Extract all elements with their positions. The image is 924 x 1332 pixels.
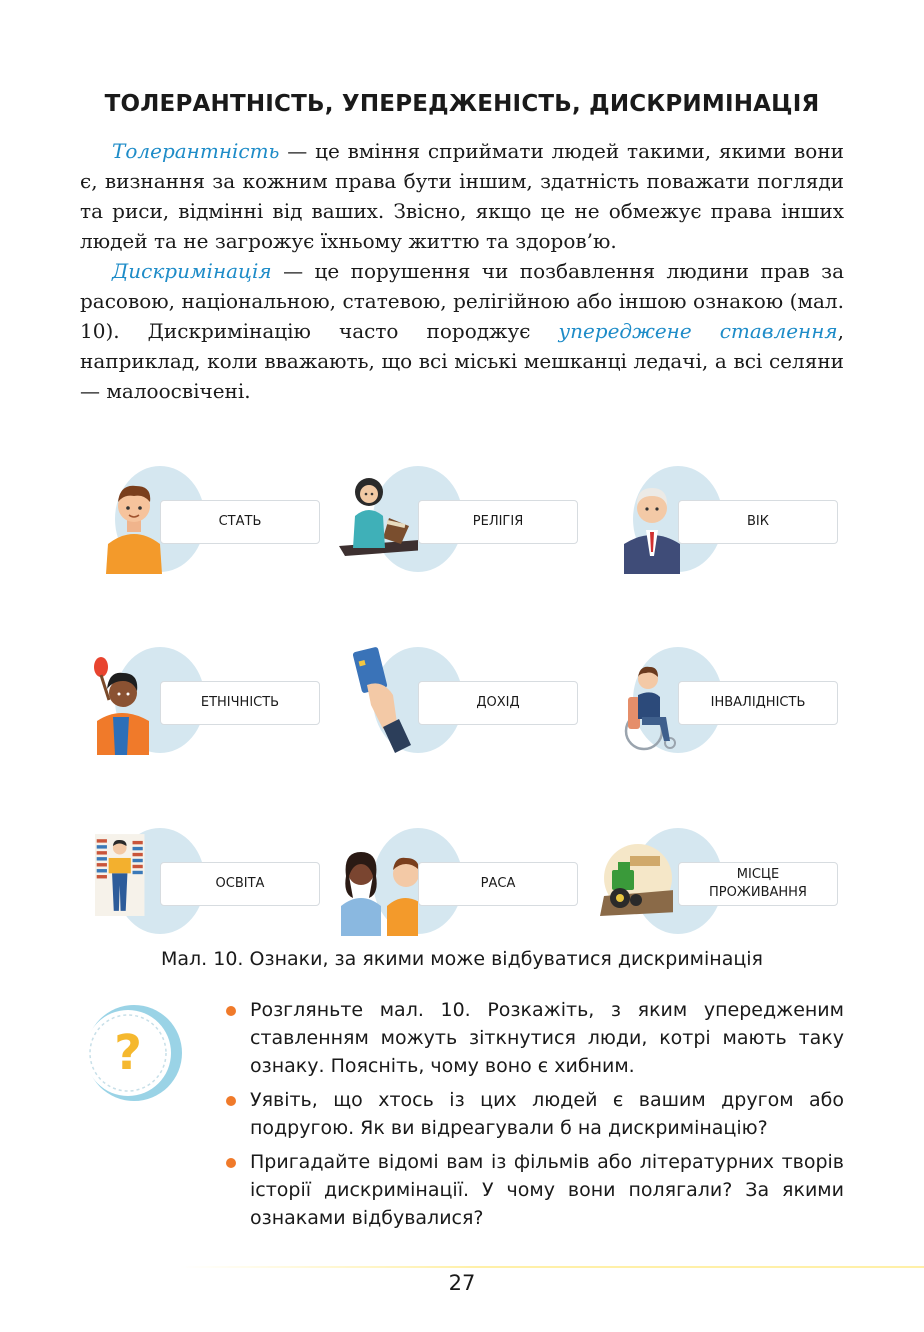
term-prejudice: упереджене ставлення (558, 319, 838, 343)
farm-tractor-icon (583, 826, 673, 936)
boy-icon (100, 464, 168, 574)
label-education: ОСВІТА (160, 862, 320, 906)
label-ethnicity: ЕТНІЧНІСТЬ (160, 681, 320, 725)
label-income: ДОХІД (418, 681, 578, 725)
figure-item-disability (613, 645, 863, 755)
label-age: ВІК (678, 500, 838, 544)
page-title: ТОЛЕРАНТНІСТЬ, УПЕРЕДЖЕНІСТЬ, ДИСКРИМІНАЦІЯ (104, 91, 820, 118)
footer-divider (180, 1266, 924, 1268)
hand-with-card-icon (353, 645, 421, 755)
question-list (224, 996, 844, 1238)
bullet-icon (226, 1096, 236, 1106)
question-mark-icon (82, 1003, 182, 1103)
figure-item-ethnicity (95, 645, 345, 755)
figure-item-religion (353, 464, 603, 574)
figure-item-race (353, 826, 603, 936)
bullet-icon (226, 1158, 236, 1168)
question-item: Пригадайте відомі вам із фільмів або літературних творів історії дискримінації. У чому вони полягали? За якими ознаками відбувалися? (224, 1148, 844, 1232)
figure-item-residence (613, 826, 863, 936)
paragraph-discrimination: Дискримінація — це порушення чи позбавлення людини прав за расовою, національною, статевою, релігійною або іншою ознакою (мал. 10). Дискримінацію часто породжує упереджене ставлення, наприклад, коли вважають, що всі міські мешканці ледачі, а всі селяни — малоосвічені. (80, 259, 844, 403)
figure-item-education (95, 826, 345, 936)
label-disability: ІНВАЛІДНІСТЬ (678, 681, 838, 725)
bullet-icon (226, 1006, 236, 1016)
discrimination-grounds-figure (95, 460, 855, 930)
figure-item-income (353, 645, 603, 755)
figure-item-gender (95, 464, 345, 574)
term-discrimination: Дискримінація (112, 259, 272, 283)
elderly-man-icon (618, 464, 686, 574)
page-number: 27 (448, 1271, 476, 1295)
body-text (80, 136, 844, 406)
label-residence: МІСЦЕ ПРОЖИВАННЯ (678, 862, 838, 906)
two-children-icon (328, 826, 418, 936)
label-gender: СТАТЬ (160, 500, 320, 544)
boy-reading-books-icon (95, 826, 153, 936)
figure-caption: Мал. 10. Ознаки, за якими може відбуватися дискримінація (161, 948, 763, 970)
paragraph-tolerance: Толерантність — це вміння сприймати людей такими, якими вони є, визнання за кожним права бути іншим, здатність поважати погляди та риси, відмінні від ваших. Звісно, якщо це не обмежує права інших людей та не загрожує їхньому життю та здоров’ю. (80, 139, 844, 253)
label-race: РАСА (418, 862, 578, 906)
question-item: Розгляньте мал. 10. Розкажіть, з яким упередженим ставленням можуть зіткнутися люди, котрі мають таку ознаку. Поясніть, чому воно є хибним. (224, 996, 844, 1080)
term-tolerance: Толерантність (112, 139, 280, 163)
svg-text:?: ? (114, 1025, 142, 1081)
question-item: Уявіть, що хтось із цих людей є вашим другом або подругою. Як ви відреагували б на дискримінацію? (224, 1086, 844, 1142)
muslim-girl-praying-icon (328, 464, 418, 574)
child-with-maracas-icon (87, 645, 155, 755)
wheelchair-user-icon (618, 645, 686, 755)
label-religion: РЕЛІГІЯ (418, 500, 578, 544)
figure-item-age (613, 464, 863, 574)
